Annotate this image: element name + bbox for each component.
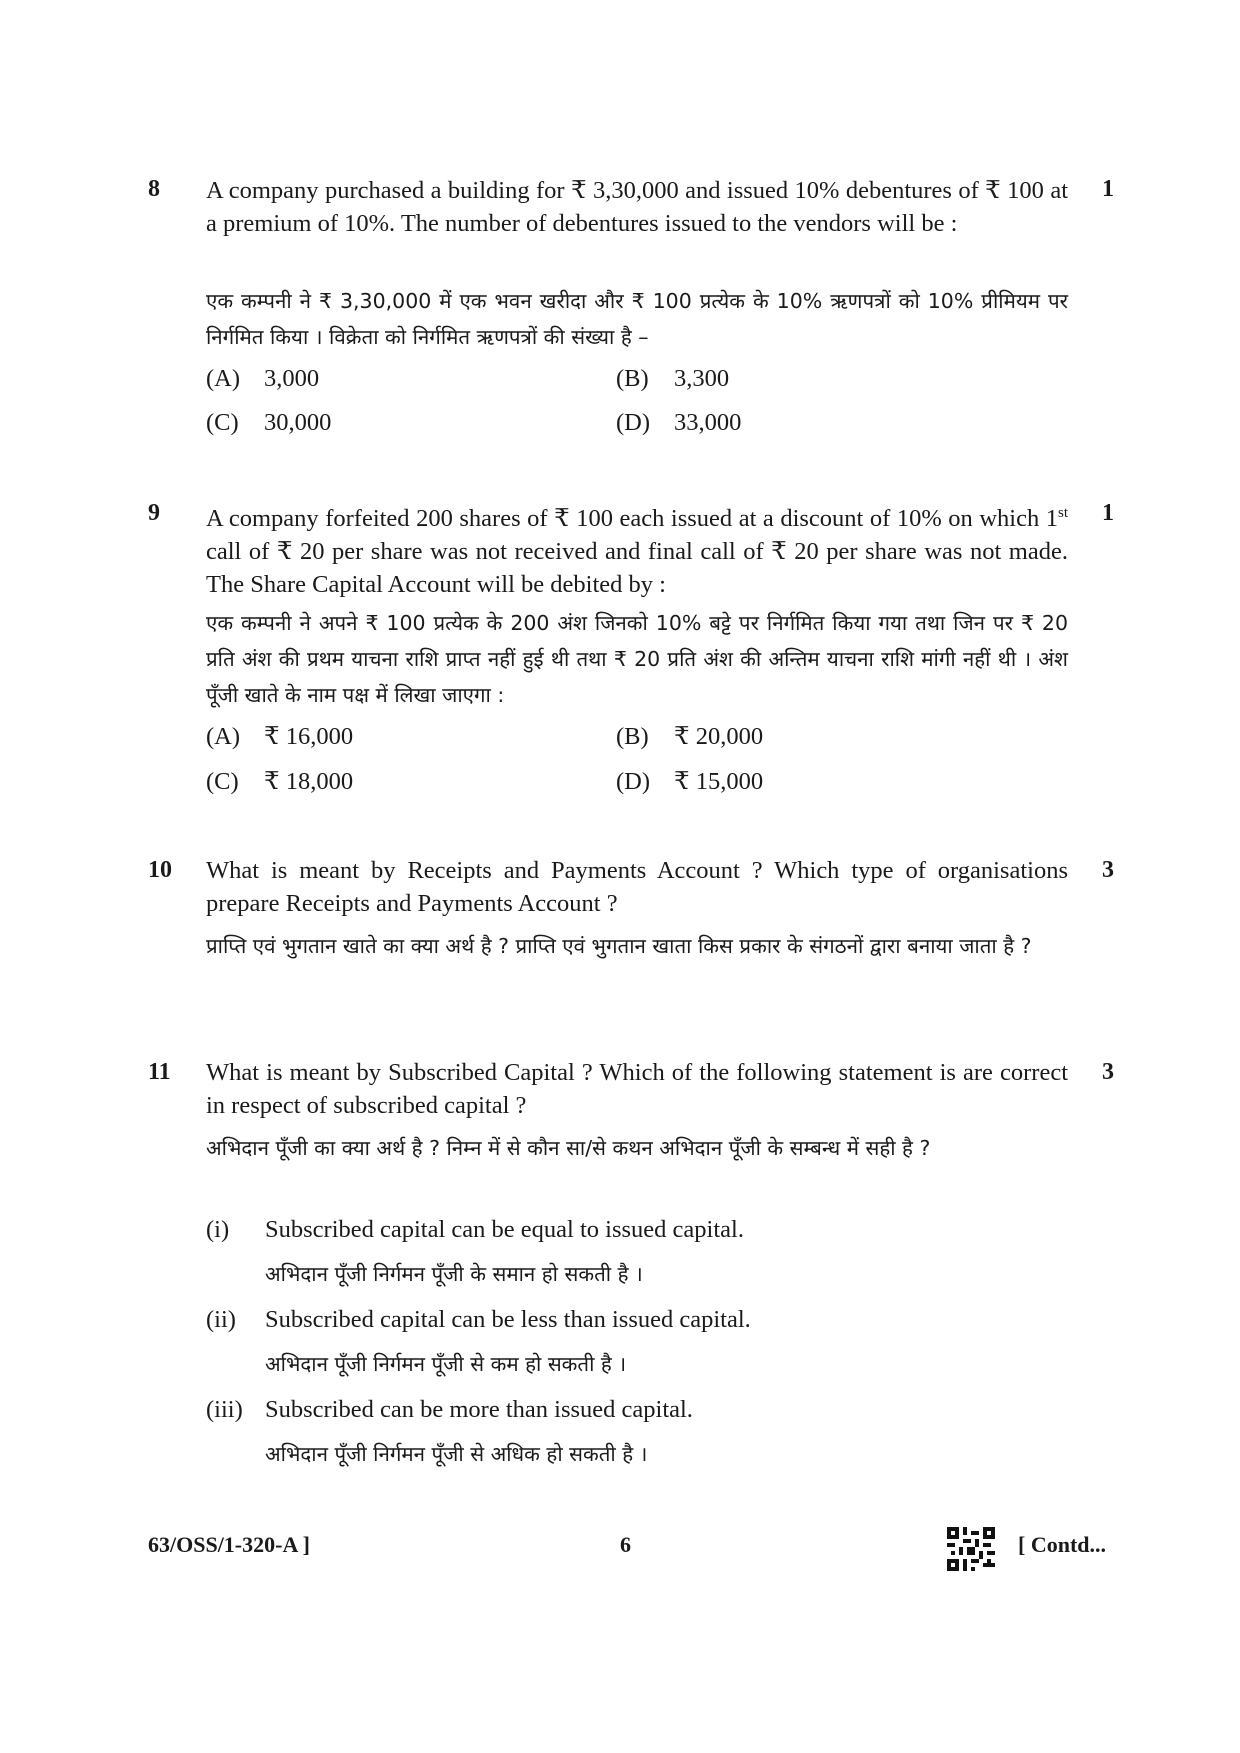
statement-english: Subscribed capital can be less than issued capital. [265, 1306, 751, 1333]
option-a: (A) ₹ 16,000 [206, 723, 354, 750]
statement-english: Subscribed can be more than issued capital. [265, 1396, 693, 1423]
question-text-english: What is meant by Receipts and Payments Account ? Which type of organisations prepare Receipts and Payments Account ? [206, 857, 1068, 917]
question-marks: 1 [1102, 500, 1114, 526]
question-marks: 3 [1102, 857, 1114, 883]
statement-label: (ii) [206, 1306, 236, 1333]
paper-code: 63/OSS/1-320-A ] [148, 1532, 310, 1557]
question-text-hindi: प्राप्ति एवं भुगतान खाते का क्या अर्थ है ? प्राप्ति एवं भुगतान खाता किस प्रकार के संगठनों द्वारा बनाया जाता है ? [206, 934, 1032, 958]
question-number: 10 [148, 857, 172, 883]
option-c: (C) ₹ 18,000 [206, 768, 354, 795]
qr-code-icon [947, 1527, 995, 1571]
question-text-hindi: एक कम्पनी ने ₹ 3,30,000 में एक भवन खरीदा और ₹ 100 प्रत्येक के 10% ऋणपत्रों को 10% प्रीमियम पर निर्गमित किया । विक्रेता को निर्गमित ऋणपत्रों की संख्या है – [206, 289, 1068, 349]
question-marks: 1 [1102, 176, 1114, 202]
option-d: (D) 33,000 [616, 409, 742, 436]
option-d: (D) ₹ 15,000 [616, 768, 764, 795]
option-a: (A) 3,000 [206, 365, 320, 392]
option-b: (B) 3,300 [616, 365, 730, 392]
option-c: (C) 30,000 [206, 409, 332, 436]
statement-label: (i) [206, 1216, 230, 1243]
question-marks: 3 [1102, 1059, 1114, 1085]
question-text-hindi: एक कम्पनी ने अपने ₹ 100 प्रत्येक के 200 अंश जिनको 10% बट्टे पर निर्गमित किया गया तथा जिन पर ₹ 20 प्रति अंश की प्रथम याचना राशि प्राप्त नहीं हुई थी तथा ₹ 20 प्रति अंश की अन्तिम याचना राशि मांगी नहीं थी । अंश पूँजी खाते के नाम पक्ष में लिखा जाएगा : [206, 611, 1068, 707]
question-number: 11 [148, 1059, 171, 1085]
question-text-english: What is meant by Subscribed Capital ? Which of the following statement is are correct in respect of subscribed capital ? [206, 1059, 1068, 1119]
statement-hindi: अभिदान पूँजी निर्गमन पूँजी से अधिक हो सकती है । [265, 1442, 648, 1466]
statement-english: Subscribed capital can be equal to issued capital. [265, 1216, 744, 1243]
statement-hindi: अभिदान पूँजी निर्गमन पूँजी के समान हो सकती है । [265, 1262, 643, 1286]
statement-label: (iii) [206, 1396, 243, 1423]
question-text-english: A company purchased a building for ₹ 3,30,000 and issued 10% debentures of ₹ 100 at a premium of 10%. The number of debentures issued to the vendors will be : [206, 177, 1068, 237]
continued-label: [ Contd... [1018, 1532, 1107, 1557]
option-b: (B) ₹ 20,000 [616, 723, 764, 750]
page-number: 6 [620, 1532, 631, 1557]
question-number: 9 [148, 500, 160, 526]
statement-hindi: अभिदान पूँजी निर्गमन पूँजी से कम हो सकती है । [265, 1352, 627, 1376]
question-text-hindi: अभिदान पूँजी का क्या अर्थ है ? निम्न में से कौन सा/से कथन अभिदान पूँजी के सम्बन्ध में सही है ? [206, 1136, 931, 1160]
question-number: 8 [148, 176, 160, 202]
question-text-english: A company forfeited 200 shares of ₹ 100 each issued at a discount of 10% on which 1st call of ₹ 20 per share was not received and final call of ₹ 20 per share was not made. The Share Capital Account will be debited by : [206, 505, 1068, 599]
